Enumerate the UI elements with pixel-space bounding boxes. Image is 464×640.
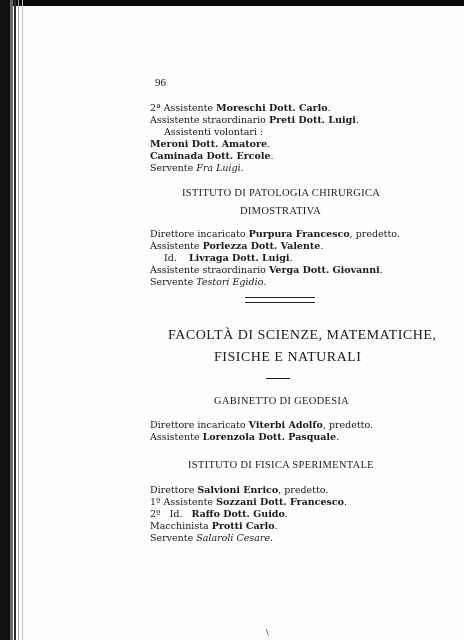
staff-suffix: .	[274, 521, 278, 532]
staff-line	[150, 241, 323, 253]
staff-role: Assistenti volontari :	[164, 127, 264, 138]
scan-top-edge	[0, 0, 464, 6]
staff-name: Purpura Francesco	[248, 229, 350, 240]
staff-role: Assistente straordinario	[150, 115, 266, 126]
staff-line	[150, 432, 339, 444]
staff-line	[150, 497, 347, 509]
staff-name: Lorenzola Dott. Pasquale	[202, 432, 337, 443]
staff-line	[150, 533, 273, 545]
staff-name: Caminada Dott. Ercole	[150, 151, 271, 162]
staff-line	[150, 163, 244, 175]
binding-line	[14, 0, 16, 640]
staff-suffix: .	[379, 265, 383, 276]
staff-role: Macchinista	[150, 521, 209, 532]
staff-name: Salaroli Cesare	[196, 533, 271, 544]
staff-suffix: .	[270, 151, 274, 162]
section-title: ISTITUTO DI PATOLOGIA CHIRURGICA	[182, 188, 381, 199]
staff-line	[164, 127, 263, 139]
section-title: ISTITUTO DI FISICA SPERIMENTALE	[188, 460, 374, 471]
faculty-title: FISICHE E NATURALI	[214, 350, 362, 365]
staff-line	[150, 115, 359, 127]
staff-suffix: .	[343, 497, 347, 508]
staff-line	[150, 103, 331, 115]
staff-name: Fra Luigi	[196, 163, 241, 174]
footer-mark: \	[266, 628, 269, 637]
staff-role: Servente	[150, 277, 194, 288]
staff-role: 2ª Assistente	[150, 103, 214, 114]
section-title: DIMOSTRATIVA	[240, 206, 321, 217]
staff-name: Sozzani Dott. Francesco	[216, 497, 344, 508]
staff-name: Moreschi Dott. Carlo	[216, 103, 328, 114]
staff-name: Preti Dott. Luigi	[268, 115, 356, 126]
staff-suffix: .	[320, 241, 324, 252]
staff-suffix: .	[240, 163, 244, 174]
staff-name: Livraga Dott. Luigi	[188, 253, 290, 264]
staff-suffix: , predetto.	[278, 485, 329, 496]
staff-suffix: .	[263, 277, 267, 288]
staff-suffix: , predetto.	[322, 420, 374, 431]
staff-name: Salvioni Enrico	[197, 485, 279, 496]
section-divider	[245, 297, 315, 303]
staff-line	[150, 229, 400, 241]
staff-role: 1º Assistente	[150, 497, 214, 508]
staff-role: Servente	[150, 163, 194, 174]
binding-line	[22, 0, 23, 640]
staff-line	[150, 521, 278, 533]
staff-suffix: .	[336, 432, 340, 443]
staff-role: Id.	[164, 253, 177, 264]
staff-role: Assistente	[150, 241, 200, 252]
staff-line	[150, 265, 383, 277]
staff-role: Assistente straordinario	[150, 265, 266, 276]
staff-line	[150, 277, 266, 289]
staff-role: Assistente	[150, 432, 200, 443]
staff-name: Viterbi Adolfo	[248, 420, 323, 431]
section-divider	[266, 378, 290, 379]
binding-line	[10, 0, 13, 640]
staff-role: Direttore	[150, 485, 195, 496]
staff-suffix: .	[284, 509, 288, 520]
scan-binding-edge	[0, 0, 10, 640]
staff-line	[150, 139, 270, 151]
staff-line	[150, 509, 288, 521]
staff-suffix: .	[267, 139, 271, 150]
staff-name: Testori Egidio	[196, 277, 264, 288]
staff-line	[150, 151, 274, 163]
staff-suffix: , predetto.	[349, 229, 400, 240]
staff-suffix: .	[270, 533, 274, 544]
staff-name: Verga Dott. Giovanni	[268, 265, 380, 276]
staff-suffix: .	[289, 253, 293, 264]
staff-name: Protti Carlo	[211, 521, 275, 532]
page-number: 96	[155, 77, 166, 89]
staff-name: Porlezza Dott. Valente	[202, 241, 321, 252]
staff-role: Direttore incaricato	[150, 420, 246, 431]
staff-line	[150, 420, 373, 432]
staff-line	[150, 485, 328, 497]
staff-suffix: .	[327, 103, 331, 114]
binding-line	[18, 0, 19, 640]
staff-role: Servente	[150, 533, 194, 544]
staff-role: 2º Id.	[150, 509, 183, 520]
staff-name: Raffo Dott. Guido	[191, 509, 285, 520]
staff-suffix: .	[355, 115, 359, 126]
section-title: GABINETTO DI GEODESIA	[214, 396, 350, 407]
staff-line	[164, 253, 292, 265]
staff-role: Direttore incaricato	[150, 229, 246, 240]
staff-name: Meroni Dott. Amatore	[150, 139, 268, 150]
faculty-title: FACOLTÀ DI SCIENZE, MATEMATICHE,	[168, 328, 437, 343]
